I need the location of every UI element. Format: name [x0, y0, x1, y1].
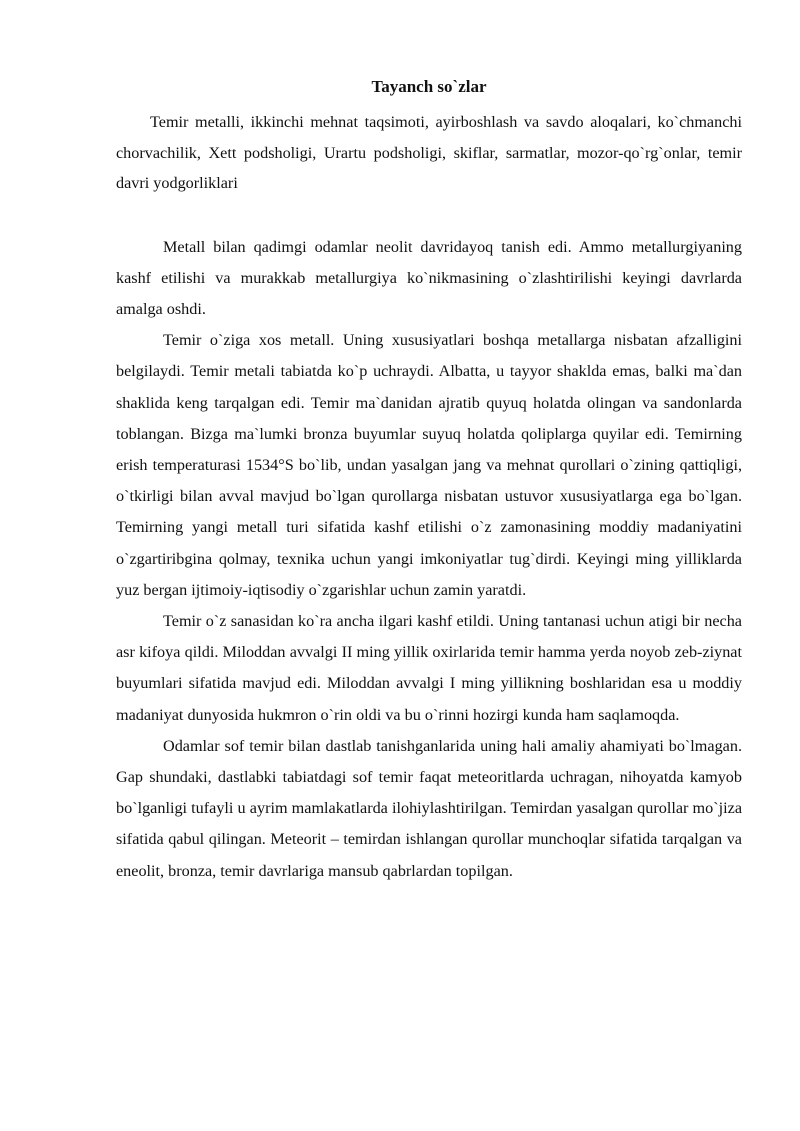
- paragraph-metal-intro: Metall bilan qadimgi odamlar neolit davridayoq tanish edi. Ammo metallurgiyaning kashf etilishi va murakkab metallurgiya ko`nikmasining o`zlashtirilishi keyingi davrlarda amalga oshdi.: [116, 237, 742, 318]
- paragraph-iron-properties: Temir o`ziga xos metall. Uning xususiyatlari boshqa metallarga nisbatan afzalligini belgilaydi. Temir metali tabiatda ko`p uchraydi. Albatta, u tayyor shaklda emas, balki ma`dan shaklida keng tarqalgan edi. Temir ma`danidan ajratib quyuq holatda olingan va sandonlarda toblangan. Bizga ma`lumki bronza buyumlar suyuq holatda qoliplarga quyilar edi. Temirning erish temperaturasi 1534°S bo`lib, undan yasalgan jang va mehnat qurollari o`zining qattiqligi, o`tkirligi bilan avval mavjud bo`lgan qurollarga nisbatan ustuvor xususiyatlarga ega bo`lgan. Temirning yangi metall turi sifatida kashf etilishi o`z zamonasining moddiy madaniyatini o`zgartiribgina qolmay, texnika uchun yangi imkoniyatlar tug`dirdi. Keyingi ming yilliklarda yuz bergan ijtimoiy-iqtisodiy o`zgarishlar uchun zamin yaratdi.: [116, 331, 742, 599]
- paragraph-meteorite-iron: Odamlar sof temir bilan dastlab tanishganlarida uning hali amaliy ahamiyati bo`lmagan. Gap shundaki, dastlabki tabiatdagi sof temir faqat meteoritlarda uchragan, nihoyatda kamyob bo`lganligi tufayli u ayrim mamlakatlarda ilohiylashtirilgan. Temirdan yasalgan qurollar mo`jiza sifatida qabul qilingan. Meteorit – temirdan ishlangan qurollar munchoqlar sifatida tarqalgan va eneolit, bronza, temir davrlariga mansub qabrlardan topilgan.: [116, 736, 742, 880]
- document-page: [116, 76, 742, 887]
- keywords-text: Temir metalli, ikkinchi mehnat taqsimoti, ayirboshlash va savdo aloqalari, ko`chmanchi chorvachilik, Xett podsholigi, Urartu podsholigi, skiflar, sarmatlar, mozor-qo`rg`onlar, temir davri yodgorliklari: [116, 113, 742, 192]
- section-gap: [116, 199, 742, 232]
- paragraph-iron-discovery: Temir o`z sanasidan ko`ra ancha ilgari kashf etildi. Uning tantanasi uchun atigi bir necha asr kifoya qildi. Miloddan avvalgi II ming yillik oxirlarida temir hamma yerda noyob zeb-ziynat buyumlari sifatida mavjud edi. Miloddan avvalgi I ming yillikning boshlaridan esa u moddiy madaniyat dunyosida hukmron o`rin oldi va bu o`rinni hozirgi kunda ham saqlamoqda.: [116, 611, 742, 724]
- keywords-heading: Tayanch so`zlar: [371, 77, 487, 96]
